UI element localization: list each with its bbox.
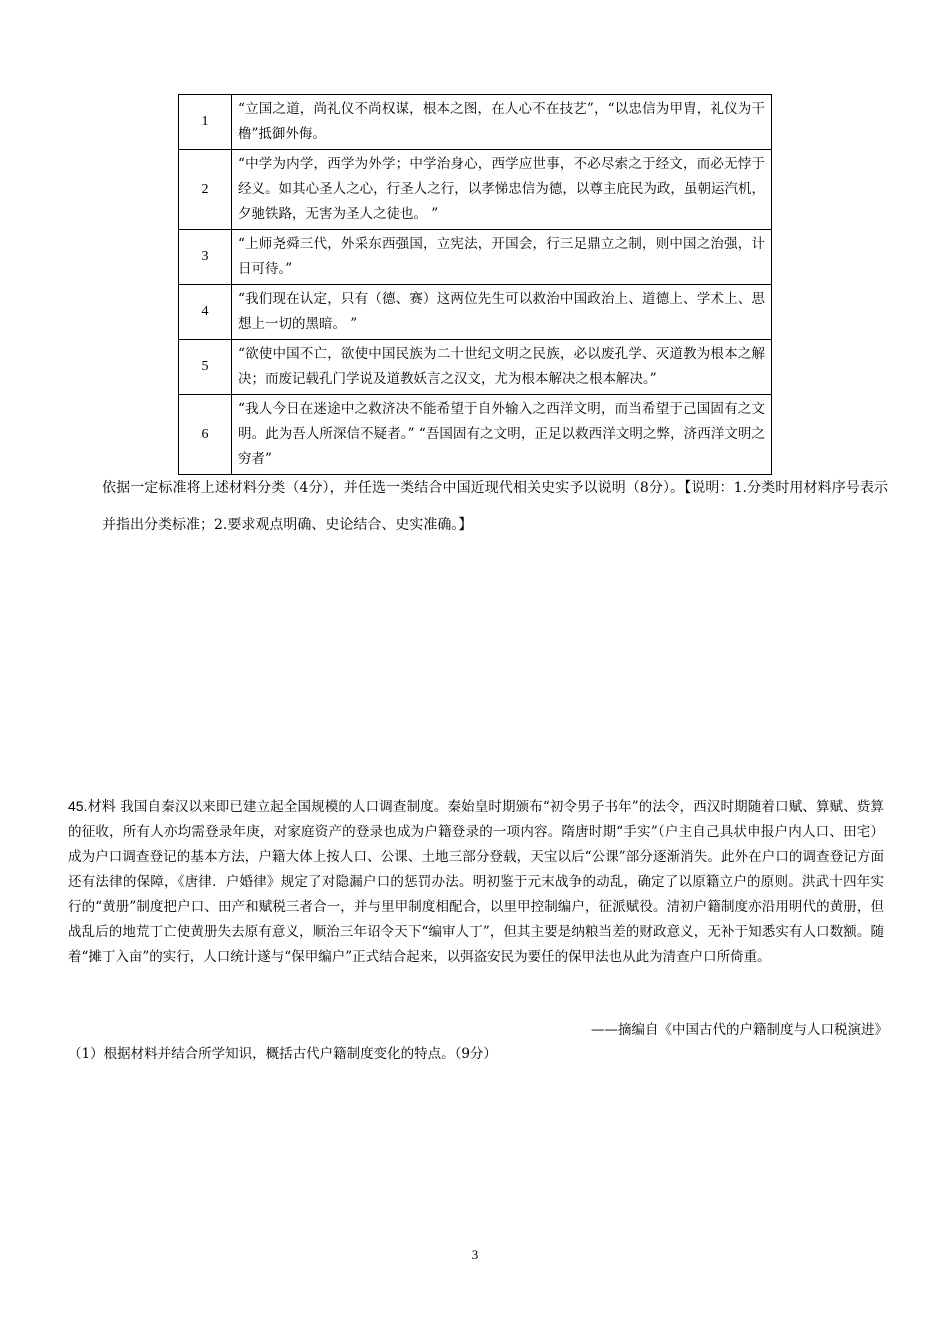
- material-row: [179, 230, 772, 285]
- material-row: [179, 395, 772, 475]
- question-45-sub-1: （1）根据材料并结合所学知识，概括古代户籍制度变化的特点。（9分）: [68, 1046, 497, 1062]
- question-45-material: [68, 794, 884, 970]
- material-row: [179, 340, 772, 395]
- material-text: “我们现在认定，只有（德、赛）这两位先生可以救治中国政治上、道德上、学术上、思想上一切的黑暗。 ”: [232, 285, 772, 340]
- material-row: [179, 150, 772, 230]
- material-text: “上师尧舜三代，外采东西强国，立宪法，开国会，行三足鼎立之制，则中国之治强，计日可待。”: [232, 230, 772, 285]
- material-text: “中学为内学，西学为外学；中学治身心，西学应世事，不必尽索之于经文，而必无悖于经义。如其心圣人之心，行圣人之行，以孝悌忠信为德，以尊主庇民为政，虽朝运汽机，夕驰铁路，无害为圣人之徒也。 ”: [232, 150, 772, 230]
- material-row: [179, 95, 772, 150]
- material-number: 4: [179, 285, 232, 340]
- material-number: 3: [179, 230, 232, 285]
- material-row: [179, 285, 772, 340]
- material-number: 1: [179, 95, 232, 150]
- material-number: 2: [179, 150, 232, 230]
- material-source: ——摘编自《中国古代的户籍制度与人口税演进》: [591, 1022, 888, 1038]
- materials-table: [178, 94, 772, 475]
- material-number: 5: [179, 340, 232, 395]
- material-text: “欲使中国不亡，欲使中国民族为二十世纪文明之民族，必以废孔学、灭道教为根本之解决；而废记载孔门学说及道教妖言之汉文，尤为根本解决之根本解决。”: [232, 340, 772, 395]
- material-number: 6: [179, 395, 232, 475]
- material-text: “我人今日在迷途中之救济决不能希望于自外输入之西洋文明，而当希望于己国固有之文明。此为吾人所深信不疑者。” “吾国固有之文明，正足以救西洋文明之弊，济西洋文明之穷者”: [232, 395, 772, 475]
- question-45-material-text: 我国自秦汉以来即已建立起全国规模的人口调查制度。秦始皇时期颁布“初令男子书年”的法令，西汉时期随着口赋、算赋、赀算的征收，所有人亦均需登录年庚，对家庭资产的登录也成为户籍登录的一项内容。隋唐时期“手实”（户主自己具状申报户内人口、田宅）成为户口调查登记的基本方法，户籍大体上按人口、公课、土地三部分登载，天宝以后“公课”部分逐渐消失。此外在户口的调查登记方面还有法律的保障，《唐律．户婚律》规定了对隐漏户口的惩罚办法。明初鉴于元末战争的动乱，确定了以原籍立户的原则。洪武十四年实行的“黄册”制度把户口、田产和赋税三者合一，并与里甲制度相配合，以里甲控制编户，征派赋役。清初户籍制度亦沿用明代的黄册，但战乱后的地荒丁亡使黄册失去原有意义，顺治三年诏令天下“编审人丁”，但其主要是纳粮当差的财政意义，无补于知悉实有人口数额。随着“摊丁入亩”的实行，人口统计遂与“保甲编户”正式结合起来，以弭盗安民为要任的保甲法也从此为清查户口所倚重。: [68, 799, 884, 965]
- materials-table-body: [179, 95, 772, 475]
- question-44-instruction: 依据一定标准将上述材料分类（4分），并任选一类结合中国近现代相关史实予以说明（8分）。【说明：1.分类时用材料序号表示并指出分类标准；2.要求观点明确、史论结合、史实准确。】: [102, 480, 888, 533]
- material-text: “立国之道，尚礼仪不尚权谋，根本之图，在人心不在技艺”，“以忠信为甲胄，礼仪为干橹”抵御外侮。: [232, 95, 772, 150]
- page-number: 3: [471, 1247, 479, 1262]
- question-45-label: 45.材料: [68, 798, 116, 814]
